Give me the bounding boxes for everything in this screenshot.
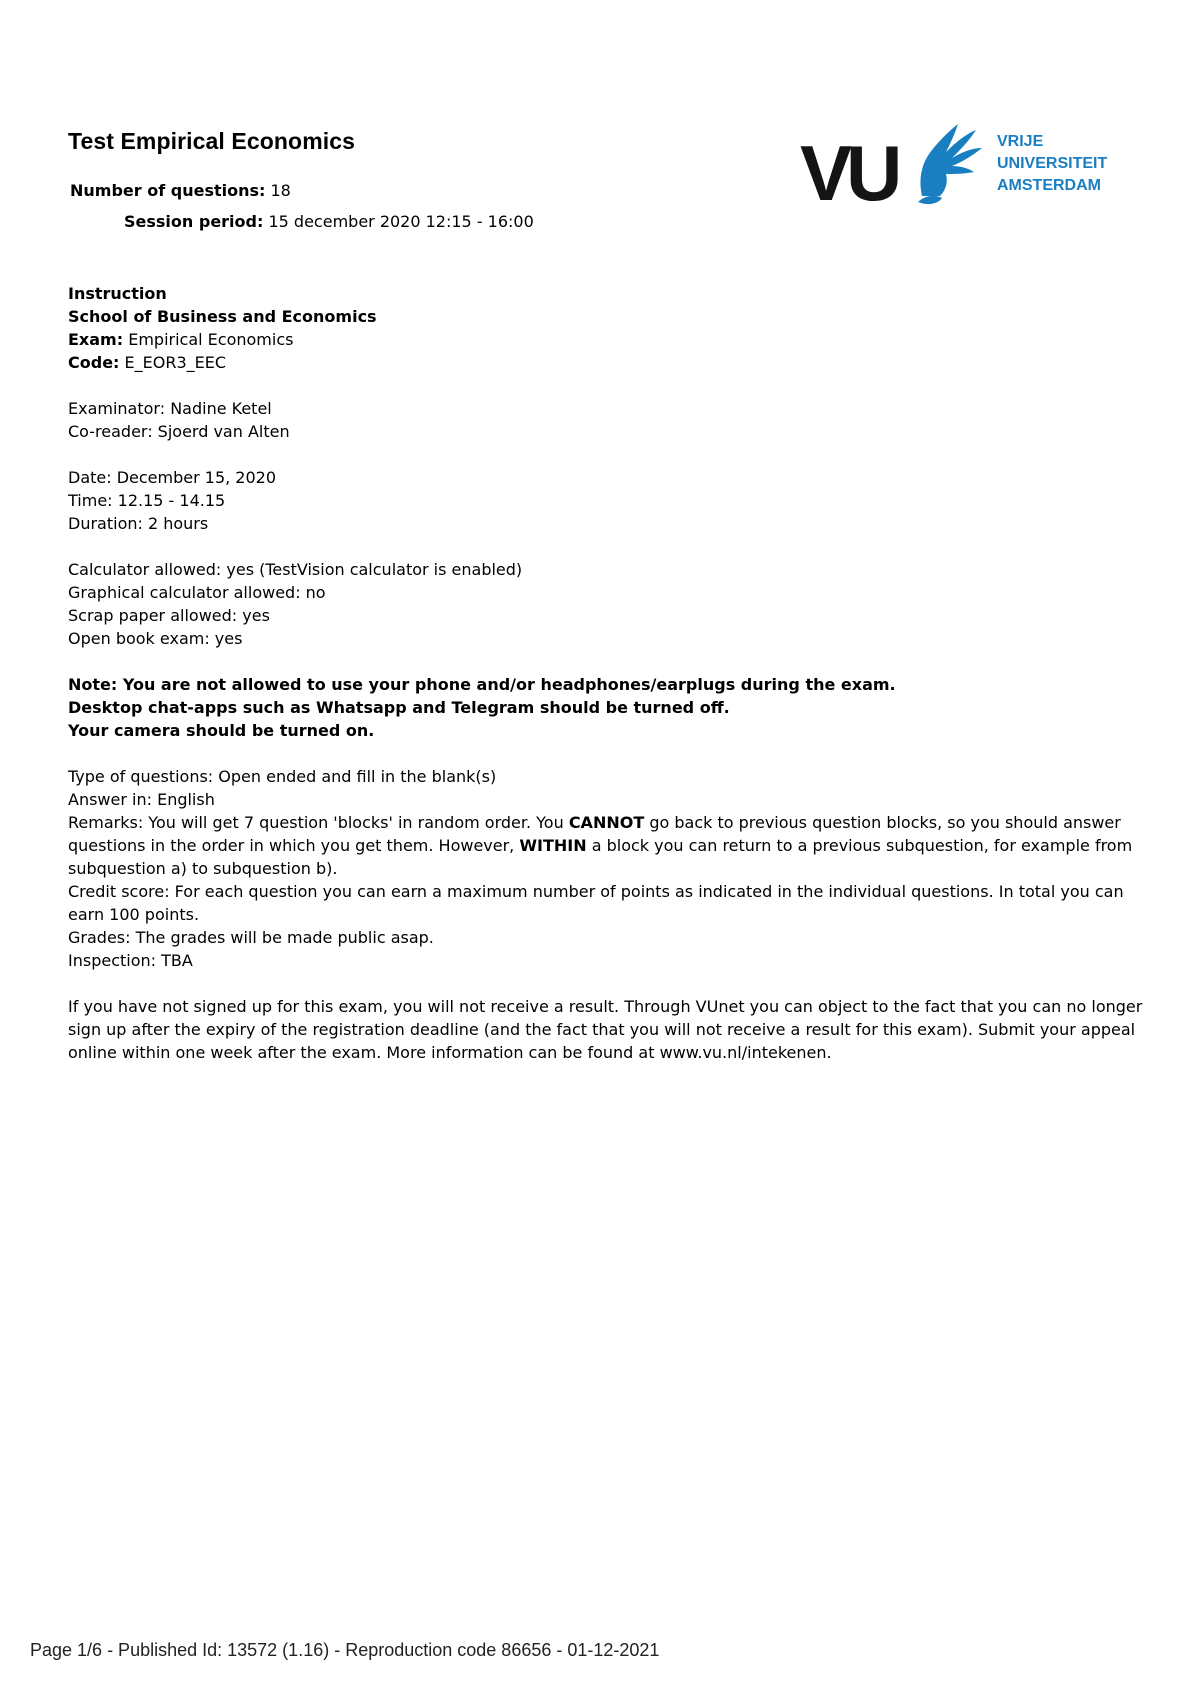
note-phone: Note: You are not allowed to use your phone and/or headphones/earplugs during the exam. [68, 675, 896, 694]
credit-score: Credit score: For each question you can earn a maximum number of points as indicated in the individual questions. In total you can earn 100 points. [68, 882, 1124, 924]
calculator-allowed: Calculator allowed: yes (TestVision calculator is enabled) [68, 560, 523, 579]
coreader: Co-reader: Sjoerd van Alten [68, 422, 290, 441]
answer-language: Answer in: English [68, 790, 215, 809]
exam-value: Empirical Economics [128, 330, 294, 349]
remarks-part-1: Remarks: You will get 7 question 'blocks' in random order. You [68, 813, 569, 832]
question-type: Type of questions: Open ended and fill in the blank(s) [68, 767, 497, 786]
remarks-part-3: a block you can return to a previous subquestion, for example from subquestion a) to subquestion b). [68, 836, 1133, 878]
exam-line [68, 328, 1148, 351]
session-period [124, 212, 534, 231]
code-label: Code: [68, 353, 120, 372]
session-label: Session period: [124, 212, 264, 231]
exam-time: Time: 12.15 - 14.15 [68, 491, 226, 510]
note-camera: Your camera should be turned on. [68, 721, 375, 740]
examiners [68, 397, 1148, 443]
num-questions-value: 18 [270, 181, 291, 200]
logo-line-3: AMSTERDAM [997, 177, 1101, 194]
grades: Grades: The grades will be made public asap. [68, 928, 434, 947]
page-title: Test Empirical Economics [68, 128, 356, 154]
page-footer: Page 1/6 - Published Id: 13572 (1.16) - Reproduction code 86656 - 01-12-2021 [30, 1640, 660, 1660]
session-value: 15 december 2020 12:15 - 16:00 [268, 212, 534, 231]
instructions-body [68, 282, 1148, 1064]
note-chat-apps: Desktop chat-apps such as Whatsapp and Telegram should be turned off. [68, 698, 730, 717]
signup-notice: If you have not signed up for this exam, you will not receive a result. Through VUnet you can object to the fact that you can no longer sign up after the expiry of the registration deadline (and the fact that you will not receive a result for this exam). Submit your appeal online within one week after the exam. More information can be found at www.vu.nl/intekenen. [68, 997, 1143, 1062]
open-book: Open book exam: yes [68, 629, 243, 648]
remarks [68, 811, 1148, 880]
remarks-part-2: go back to previous question blocks, so you should answer questions in the order in which you get them. However, [68, 813, 1121, 855]
code-value: E_EOR3_EEC [124, 353, 227, 372]
allowed-materials [68, 558, 1148, 650]
examinator: Examinator: Nadine Ketel [68, 399, 272, 418]
remarks-within: WITHIN [519, 836, 587, 855]
schedule [68, 466, 1148, 535]
grading-info [68, 880, 1148, 972]
num-questions-label: Number of questions: [70, 181, 266, 200]
remarks-cannot: CANNOT [568, 813, 645, 832]
graphical-calculator-allowed: Graphical calculator allowed: no [68, 583, 326, 602]
num-questions [70, 181, 291, 200]
exam-label: Exam: [68, 330, 124, 349]
scrap-paper-allowed: Scrap paper allowed: yes [68, 606, 270, 625]
vu-logo [800, 118, 1130, 208]
exam-info [68, 328, 1148, 374]
school-name: School of Business and Economics [68, 307, 377, 326]
griffin-icon [918, 124, 982, 204]
instruction-heading: Instruction [68, 284, 167, 303]
inspection: Inspection: TBA [68, 951, 193, 970]
exam-notes [68, 673, 1148, 742]
logo-line-1: VRIJE [997, 133, 1044, 150]
logo-letters: VU [800, 129, 897, 208]
code-line [68, 351, 1148, 374]
exam-duration: Duration: 2 hours [68, 514, 209, 533]
logo-line-2: UNIVERSITEIT [997, 155, 1108, 172]
exam-date: Date: December 15, 2020 [68, 468, 277, 487]
